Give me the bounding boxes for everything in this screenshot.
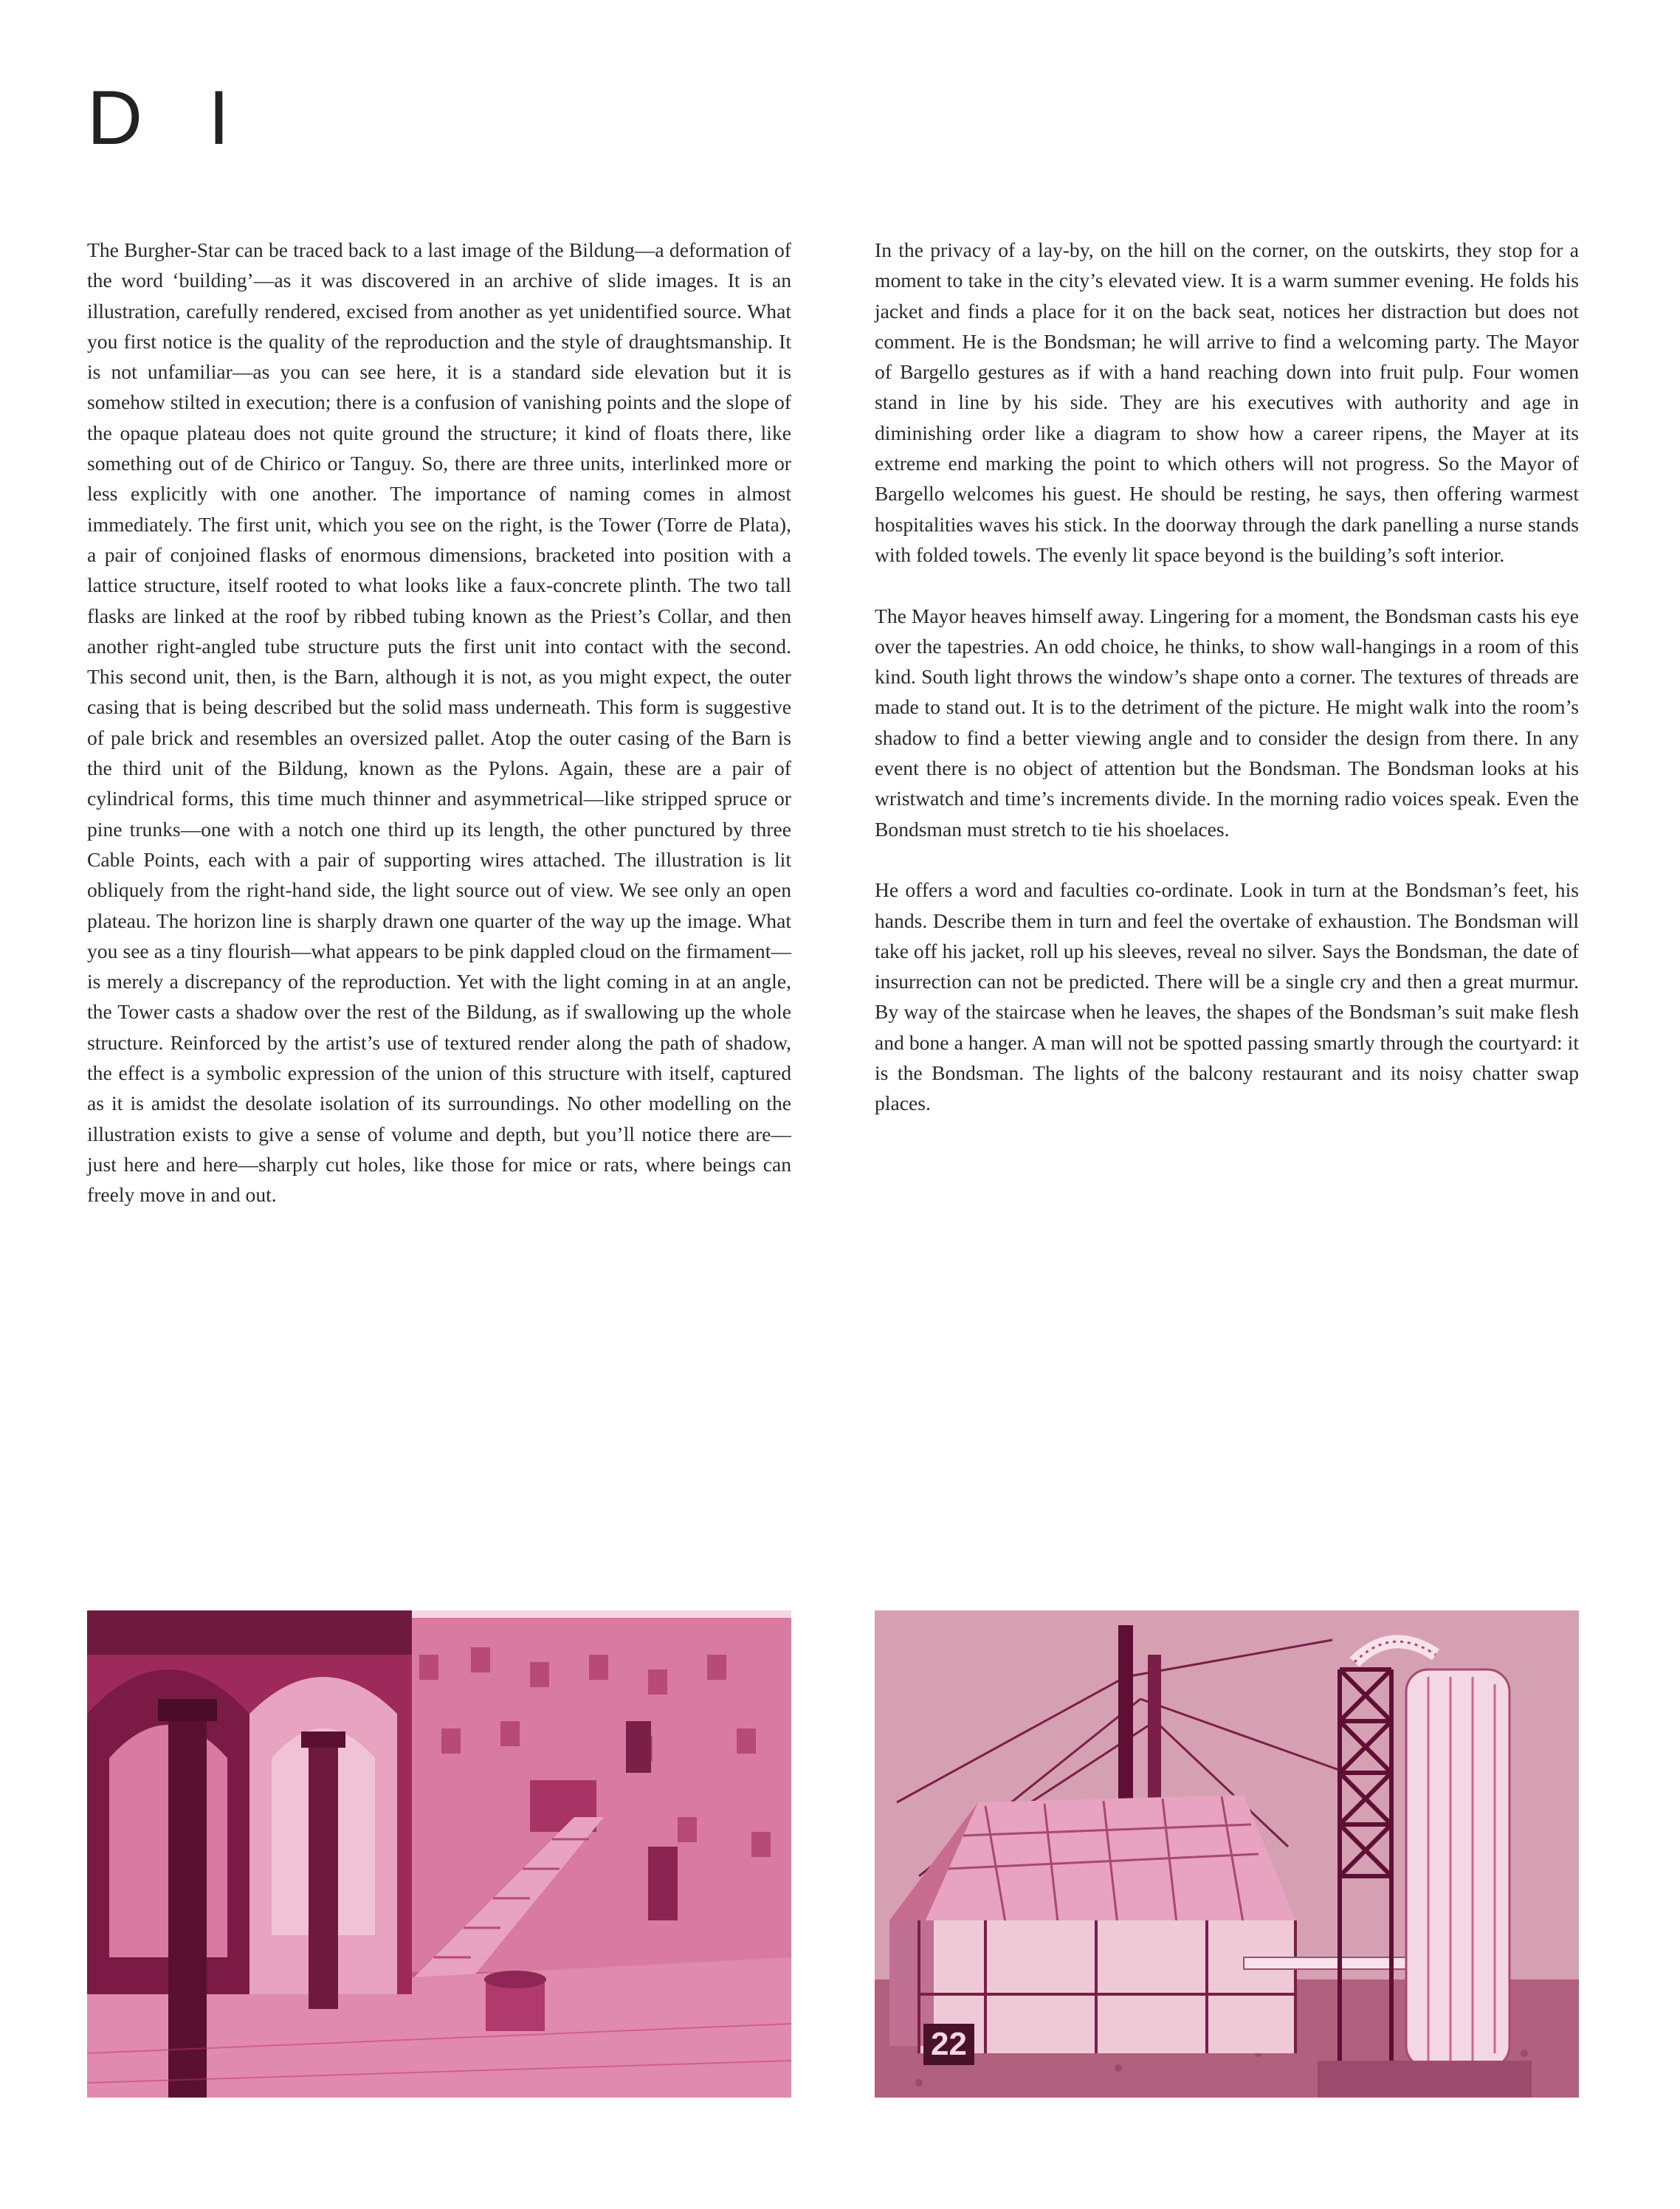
right-paragraph-2: The Mayor heaves himself away. Lingering for a moment, the Bondsman casts his eye over the tapestries. An odd choice, he thinks, to show wall-hangings in a room of this kind. South light throws the window’s shape onto a corner. The textures of threads are made to stand out. It is to the detriment of the picture. He might walk into the room’s shadow to find a better viewing angle and to consider the design from there. In any event there is no object of attention but the Bondsman. The Bondsman looks at his wristwatch and time’s increments divide. In the morning radio voices speak. Even the Bondsman must stretch to tie his shoelaces. [875, 604, 1579, 841]
right-paragraph-1: In the privacy of a lay-by, on the hill on the corner, on the outskirts, they stop for a moment to take in the city’s elevated view. It is a warm summer evening. He folds his jacket and finds a place for it on the back seat, notices her distraction but does not comment. He is the Bondsman; he will arrive to find a welcoming party. The Mayor of Bargello gestures as if with a hand reaching down into fruit pulp. Four women stand in line by his side. They are his executives with authority and age in diminishing order like a diagram to show how a career ripens, the Mayer at its extreme end marking the point to which others will not progress. So the Mayor of Bargello welcomes his guest. He should be resting, he says, then offering warmest hospitalities waves his stick. In the doorway through the dark panelling a nurse stands with folded towels. The evenly lit space beyond is the building’s soft interior. [875, 238, 1579, 566]
bildung-illustration-drawing [875, 1610, 1579, 2098]
bildung-illustration [875, 1610, 1579, 2098]
courtyard-photo [87, 1610, 791, 2098]
courtyard-photo-drawing [87, 1610, 791, 2098]
right-paragraph-3: He offers a word and faculties co-ordinate. Look in turn at the Bondsman’s feet, his hands. Describe them in turn and feel the overtake of exhaustion. The Bondsman will take off his jacket, roll up his sleeves, reveal no silver. Says the Bondsman, the date of insurrection can not be predicted. There will be a single cry and then a great murmur. By way of the staircase when he leaves, the shapes of the Bondsman’s suit make flesh and bone a hanger. A man will not be spotted passing smartly through the courtyard: it is the Bondsman. The lights of the balcony restaurant and its noisy chatter swap places. [875, 878, 1579, 1115]
left-text-column [87, 235, 791, 1210]
page-heading: D I [87, 75, 252, 161]
left-paragraph-1: The Burgher-Star can be traced back to a last image of the Bildung—a deformation of the word ‘building’—as it was discovered in an archive of slide images. It is an illustration, carefully rendered, excised from another as yet unidentified source. What you first notice is the quality of the reproduction and the style of draughtsmanship. It is not unfamiliar—as you can see here, it is a standard side elevation but it is somehow stilted in execution; there is a confusion of vanishing points and the slope of the opaque plateau does not quite ground the structure; it kind of floats there, like something out of de Chirico or Tanguy. So, there are three units, interlinked more or less explicitly with one another. The importance of naming comes in almost immediately. The first unit, which you see on the right, is the Tower (Torre de Plata), a pair of conjoined flasks of enormous dimensions, bracketed into position with a lattice structure, itself rooted to what looks like a faux-concrete plinth. The two tall flasks are linked at the roof by ribbed tubing known as the Priest’s Collar, and then another right-angled tube structure puts the first unit into contact with the second. This second unit, then, is the Barn, although it is not, as you might expect, the outer casing that is being described but the solid mass underneath. This form is suggestive of pale brick and resembles an oversized pallet. Atop the outer casing of the Barn is the third unit of the Bildung, known as the Pylons. Again, these are a pair of cylindrical forms, this time much thinner and asymmetrical—like stripped spruce or pine trunks—one with a notch one third up its length, the other punctured by three Cable Points, each with a pair of supporting wires attached. The illustration is lit obliquely from the right-hand side, the light source out of view. We see only an open plateau. The horizon line is sharply drawn one quarter of the way up the image. What you see as a tiny flourish—what appears to be pink dappled cloud on the firmament—is merely a discrepancy of the reproduction. Yet with the light coming in at an angle, the Tower casts a shadow over the rest of the Bildung, as if swallowing up the whole structure. Reinforced by the artist’s use of textured render along the path of shadow, the effect is a symbolic expression of the union of this structure with itself, captured as it is amidst the desolate isolation of its surroundings. No other modelling on the illustration exists to give a sense of volume and depth, but you’ll notice there are—just here and here—sharply cut holes, like those for mice or rats, where beings can freely move in and out. [87, 238, 791, 1207]
slide-number-label: 22 [923, 2024, 974, 2065]
right-text-column [875, 235, 1579, 1119]
